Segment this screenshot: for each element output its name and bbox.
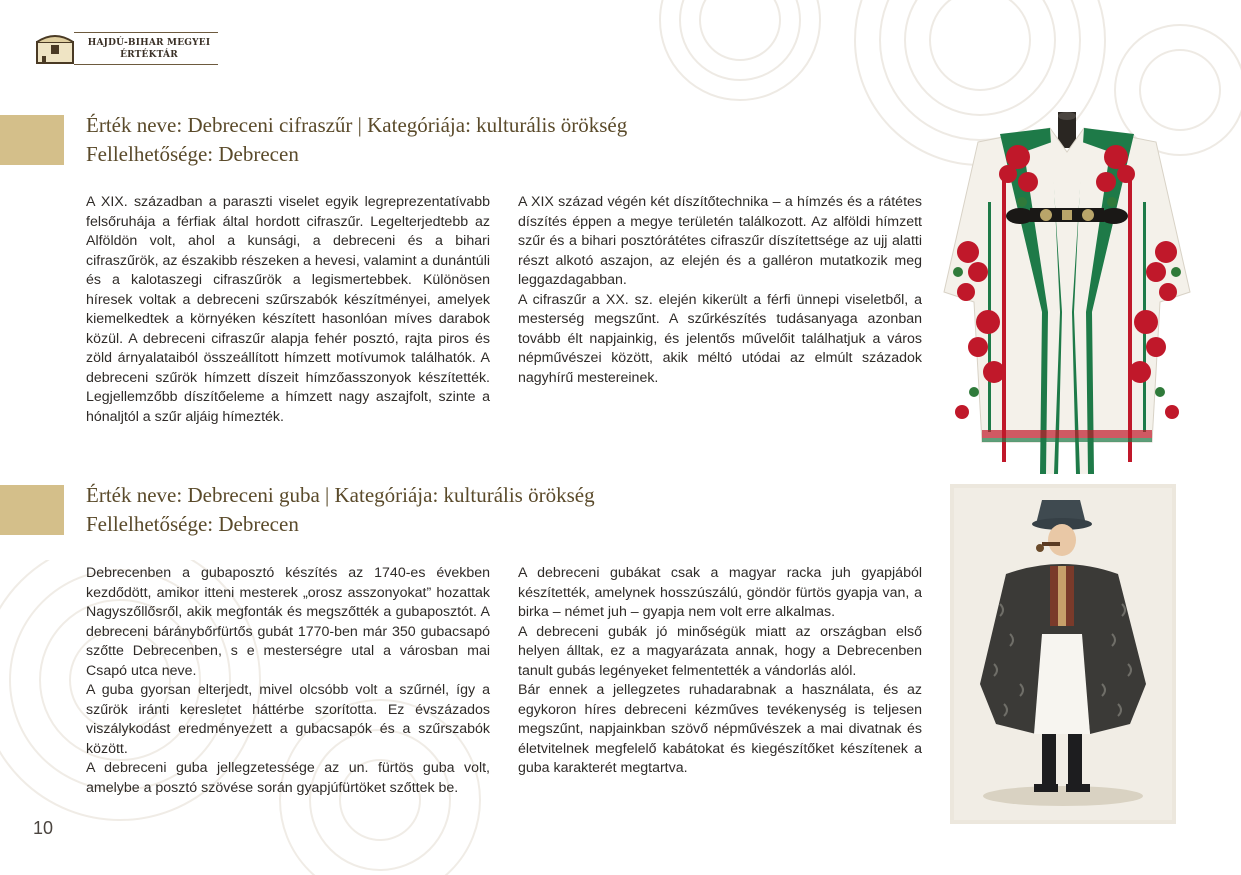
- entry2-title: Érték neve: Debreceni guba | Kategóriája: kulturális örökség: [86, 483, 595, 507]
- paragraph: A debreceni gubák jó minőségük miatt az országban első helyen álltak, ez a magyarázata annak, hogy a Debrecenben tanult gubás legényeket felmentették a vándorlás alól.: [518, 623, 922, 679]
- paragraph: A XIX század végén két díszítőtechnika – a hímzés és a rátétes díszítés éppen a megye területén találkozott. Az alföldi hímzett szűr és a bihari posztórátétes cifraszűr díszítettsége az ujj alatti részt alkotó aszajon, az elején és a galléron mutatkozik meg leggazdagabban.: [518, 194, 922, 288]
- entry1-location: Fellelhetősége: Debrecen: [86, 142, 299, 166]
- paragraph: Bár ennek a jellegzetes ruhadarabnak a használata, és az egykoron híres debreceni kézműves tevékenység is teljesen megszűnt, napjainkban szövő népművészek a mai divatnak és életvitelnek megfelelő kabátokat és kiegészítőket készítenek a guba karakterét megtartva.: [518, 682, 922, 776]
- section-tab-1: [0, 115, 64, 165]
- entry1-right-column: [518, 193, 922, 388]
- page-number: 10: [33, 818, 54, 838]
- treasure-chest-icon: [34, 30, 76, 66]
- paragraph: A XIX. században a paraszti viselet egyik legreprezentatívabb felsőruhája a férfiak által hordott cifraszűr. Legelterjedtebb az Alföldön volt, ahol a kunsági, a debreceni és a bihari cifraszűrök, az északibb részeken a hevesi, valamint a dunántúli és a kalotaszegi cifraszűrök a legismertebbek. Különösen híresek voltak a debreceni szűrszabók készítményei, amelyek kiemelkedtek a környéken készített hasonlóan míves darabok közül. A debreceni cifraszűr alapja fehér posztó, rajta piros és zöld árnyalataiból összeállított hímzett motívumok találhatók. A debreceni szűrök hímzett díszeit hímzőasszonyok készítették. Legjellemzőbb díszítőeleme a hímzett nagy aszajfolt, szinte a hónaljtól a szűr aljáig hímezték.: [86, 194, 490, 425]
- paragraph: Debrecenben a gubaposztó készítés az 1740-es években kezdődött, amikor itteni mesterek „orosz asszonyokat” hozattak Nagyszőllősről, akik megfonták és megszőtték a gubaposztót. A debreceni báránybőrfürtős gubát 1770-ben már 350 gubacsapó szőtte Debrecenben, s e mesterségre utal a városban mai Csapó utca neve.: [86, 565, 490, 679]
- paragraph: A debreceni guba jellegzetessége az un. fürtös guba volt, amelybe a posztó szövése során gyapjúfürtöket szőttek be.: [86, 760, 490, 796]
- paragraph: A guba gyorsan elterjedt, mivel olcsóbb volt a szűrnél, így a szűrök iránti keresletet háttérbe szorította. Ez évszázados viszálykodást eredményezett a gubacsapók és a szűrszabók között.: [86, 682, 490, 757]
- entry2-left-column: [86, 564, 490, 798]
- section-tab-2: [0, 485, 64, 535]
- entry1-title: Érték neve: Debreceni cifraszűr | Kategóriája: kulturális örökség: [86, 113, 628, 137]
- entry2-right-column: [518, 564, 922, 779]
- paragraph: A debreceni gubákat csak a magyar racka juh gyapjából készítették, amelynek hosszúszálú, göndör fürtös gyapja van, a birka – német juh – gyapja nem volt erre alkalmas.: [518, 565, 922, 620]
- paragraph: A cifraszűr a XX. sz. elején kikerült a férfi ünnepi viseletből, a mesterség megszűnt. A szűrkészítés tudásanyaga azonban tovább élt napjainkig, és jelentős művelőit találhatjuk a város népművészei között, akik méltó utódai az elmúlt századok nagyhírű mestereinek.: [518, 291, 922, 386]
- guba-illustration: [950, 484, 1176, 824]
- cifraszur-photo: [938, 112, 1196, 474]
- logo-line2: ÉRTÉKTÁR: [120, 50, 178, 60]
- entry2-location: Fellelhetősége: Debrecen: [86, 512, 299, 536]
- logo-line1: HAJDÚ-BIHAR MEGYEI: [87, 38, 211, 48]
- ertektar-logo: [34, 30, 218, 66]
- entry1-left-column: [86, 193, 490, 427]
